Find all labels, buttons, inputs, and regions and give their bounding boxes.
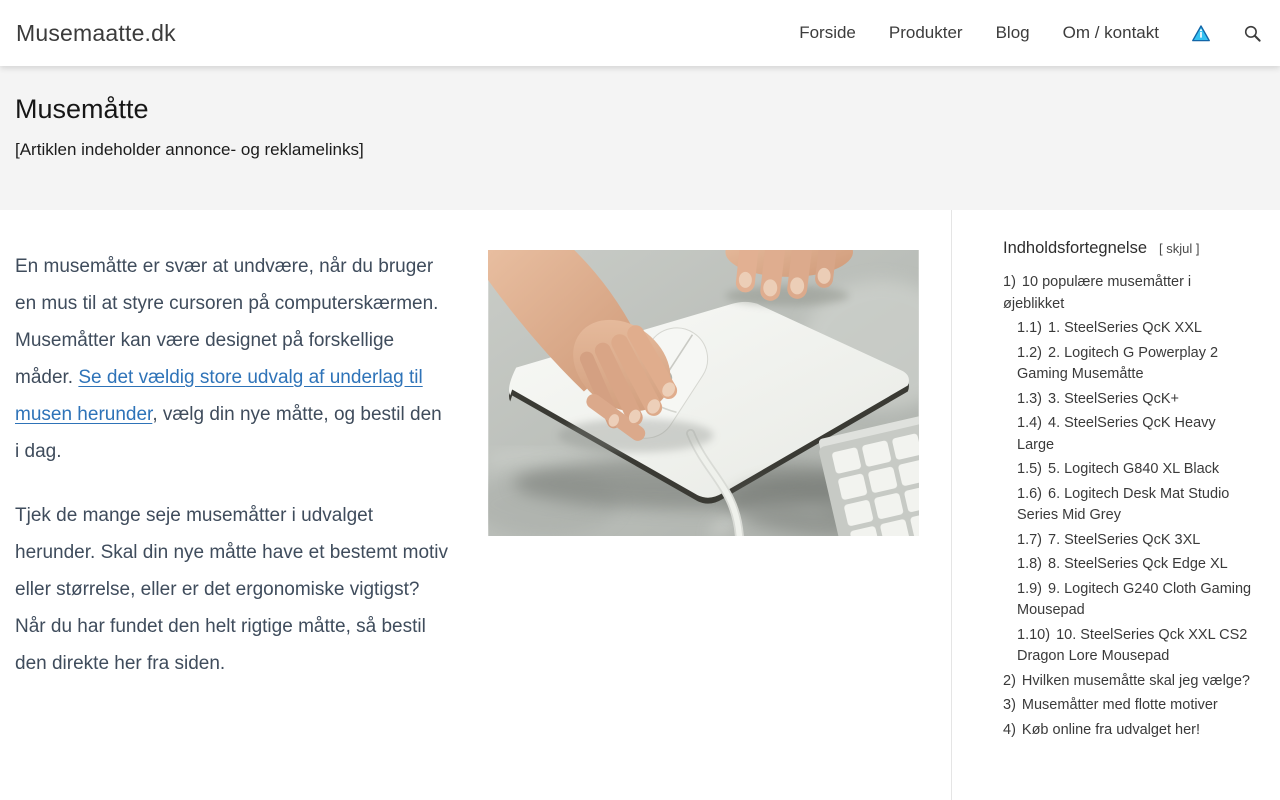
toc-sidebar <box>951 210 1280 800</box>
article-text-column <box>15 248 448 800</box>
toc-item-number: 1.10) <box>1017 626 1051 643</box>
product-selection-link[interactable]: Se det vældig store udvalg af underlag til musen herunder <box>15 367 423 425</box>
toc-item-1-2[interactable]: 1.2) 2. Logitech G Powerplay 2 Gaming Musemåtte <box>1017 344 1219 382</box>
toc-header <box>1003 239 1252 258</box>
toc-item-number: 2) <box>1003 672 1016 689</box>
nav-item-blog[interactable]: Blog <box>995 23 1030 42</box>
toc-item-1-6[interactable]: 1.6) 6. Logitech Desk Mat Studio Series Mid Grey <box>1017 485 1230 523</box>
intro-paragraph <box>15 248 448 470</box>
toc-item-number: 1.3) <box>1017 390 1042 407</box>
toc-item-number: 1.5) <box>1017 461 1042 477</box>
nav-item-om-kontakt[interactable]: Om / kontakt <box>1062 23 1159 42</box>
toc-item-number: 1.7) <box>1017 531 1042 548</box>
toc-item-1-3[interactable]: 1.3) 3. SteelSeries QcK+ <box>1017 390 1179 407</box>
toc-list <box>1003 272 1252 741</box>
mousepad-photo <box>488 250 919 536</box>
intro-text-start: En musemåtte er svær at undvære, når du bruger en mus til at styre cursoren på computerskærmen. Musemåtter kan være designet på forskellige måder. <box>15 256 439 388</box>
ad-disclaimer: [Artiklen indeholder annonce- og reklamelinks] <box>15 140 364 159</box>
nav-item-forside[interactable]: Forside <box>799 23 856 42</box>
toc-item-2[interactable]: 2) Hvilken musemåtte skal jeg vælge? <box>1003 672 1250 689</box>
toc-item-number: 1.6) <box>1017 485 1042 502</box>
toc-item-4[interactable]: 4) Køb online fra udvalget her! <box>1003 721 1201 738</box>
warning-triangle-icon[interactable] <box>1192 25 1210 42</box>
toc-item-1[interactable]: 1) 10 populære musemåtter i øjeblikket <box>1003 274 1192 312</box>
toc-item-1-7[interactable]: 1.7) 7. SteelSeries QcK 3XL <box>1017 531 1201 548</box>
nav-links <box>799 23 1159 43</box>
main-nav <box>799 23 1262 43</box>
toc-title: Indholdsfortegnelse <box>1003 239 1148 257</box>
intro-text-end: , vælg din nye måtte, og bestil den i dag. <box>15 404 442 462</box>
second-paragraph: Tjek de mange seje musemåtter i udvalget herunder. Skal din nye måtte have et bestemt motiv eller størrelse, eller er det ergonomiske vigtigst? Når du har fundet den helt rigtige måtte, så bestil den direkte her fra siden. <box>15 505 449 674</box>
toc-item-number: 1.1) <box>1017 320 1042 336</box>
toc-item-number: 1.2) <box>1017 344 1042 361</box>
toc-item-1-10[interactable]: 1.10) 10. SteelSeries Qck XXL CS2 Dragon Lore Mousepad <box>1017 626 1248 664</box>
search-icon[interactable] <box>1243 24 1262 43</box>
toc-hide-toggle[interactable]: [ skjul ] <box>1159 241 1200 256</box>
toc-item-number: 1) <box>1003 274 1016 290</box>
toc-item-3[interactable]: 3) Musemåtter med flotte motiver <box>1003 697 1218 713</box>
toc-item-number: 1.9) <box>1017 580 1042 597</box>
toc-item-number: 1.8) <box>1017 556 1042 572</box>
site-header <box>0 0 1280 66</box>
content-wrap <box>0 210 1280 800</box>
page-title: Musemåtte <box>15 94 149 124</box>
toc-item-1-1[interactable]: 1.1) 1. SteelSeries QcK XXL <box>1017 320 1202 336</box>
toc-item-number: 1.4) <box>1017 415 1042 431</box>
article-content <box>0 210 951 800</box>
nav-item-produkter[interactable]: Produkter <box>888 23 963 42</box>
mousepad-photo-illustration <box>488 250 919 536</box>
toc-item-number: 4) <box>1003 721 1016 738</box>
toc-item-1-9[interactable]: 1.9) 9. Logitech G240 Cloth Gaming Mousepad <box>1017 580 1252 618</box>
toc-item-1-5[interactable]: 1.5) 5. Logitech G840 XL Black <box>1017 461 1220 477</box>
toc-item-number: 3) <box>1003 697 1016 713</box>
toc-item-1-8[interactable]: 1.8) 8. SteelSeries Qck Edge XL <box>1017 556 1228 572</box>
page-header-band <box>0 66 1280 210</box>
site-logo[interactable]: Musemaatte.dk <box>16 19 176 46</box>
toc-item-1-4[interactable]: 1.4) 4. SteelSeries QcK Heavy Large <box>1017 415 1216 453</box>
